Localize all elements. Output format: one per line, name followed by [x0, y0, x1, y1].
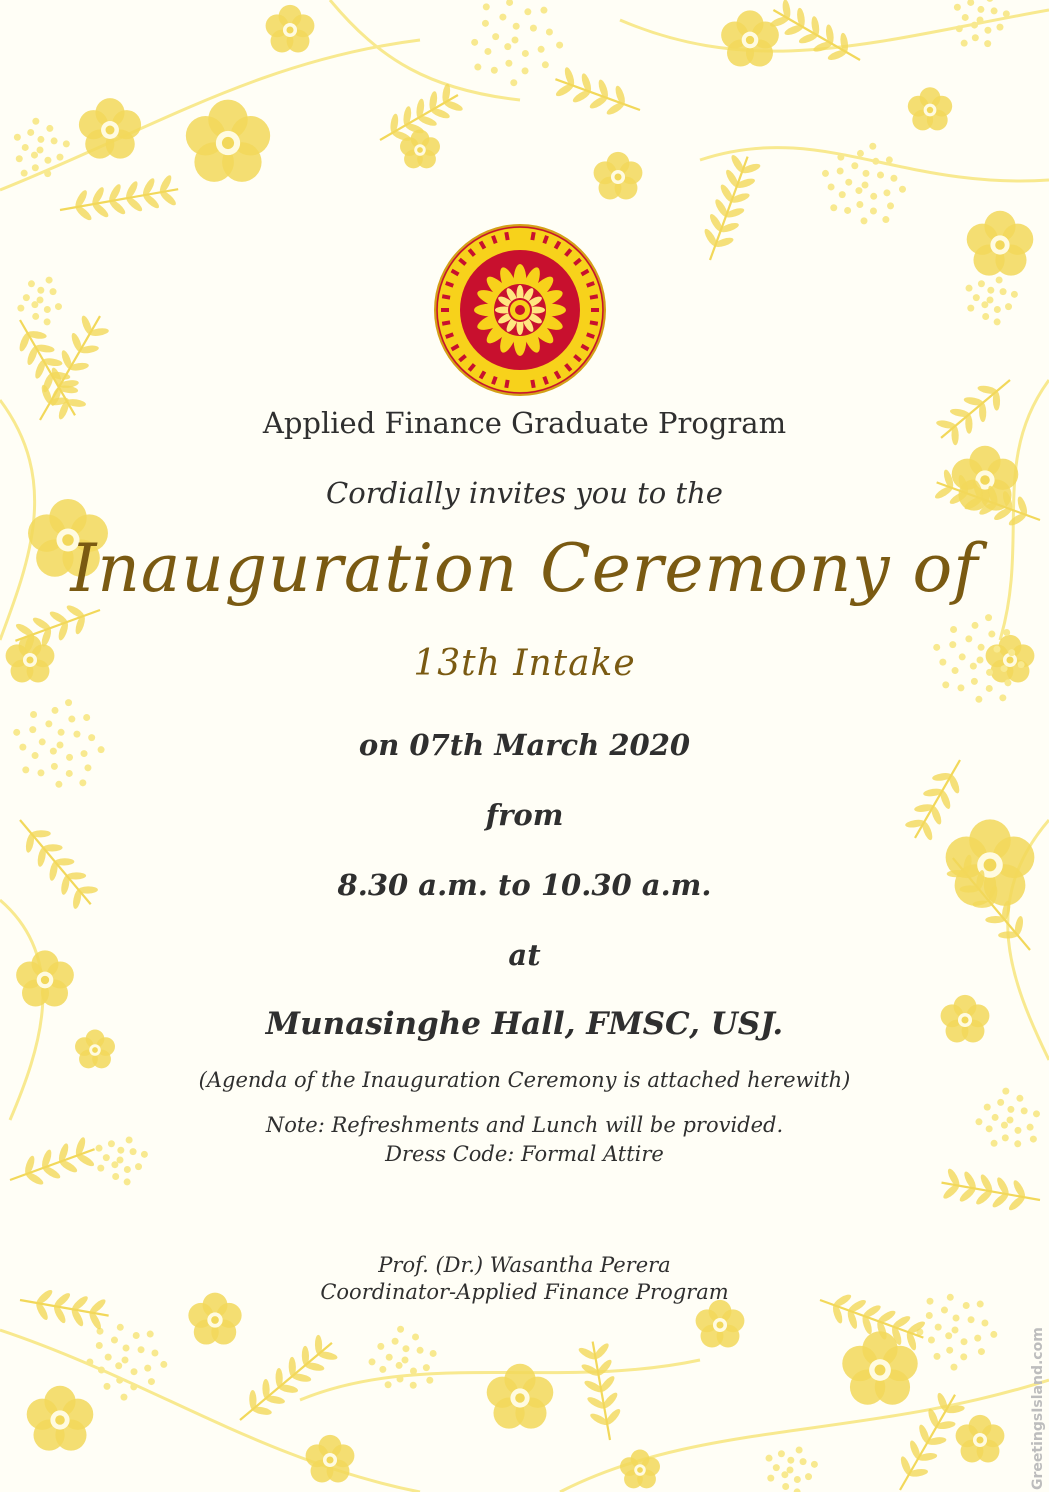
- berry-dot: [981, 1320, 988, 1327]
- berry-dot: [996, 24, 1003, 31]
- berry-dot: [767, 1475, 774, 1482]
- berry-dot: [379, 1366, 386, 1373]
- berry-dot: [491, 67, 498, 74]
- berry-dot: [402, 1345, 409, 1352]
- berry-dot: [946, 1347, 953, 1354]
- berry-dot: [104, 1383, 111, 1390]
- event-date: on 07th March 2020: [358, 728, 691, 762]
- berry-dot: [151, 1350, 158, 1357]
- berry-dot: [32, 118, 39, 125]
- berry-dot: [782, 1483, 789, 1490]
- berry-dot: [111, 1337, 118, 1344]
- flower-center-dot: [995, 240, 1005, 250]
- watermark: GreetingsIsland.com: [1030, 1327, 1046, 1490]
- berry-dot: [996, 277, 1003, 284]
- berry-dot: [965, 635, 972, 642]
- flower-center-dot: [614, 173, 621, 180]
- flower-center-dot: [326, 1456, 333, 1463]
- sprig-leaf: [605, 100, 626, 117]
- berry-dot: [117, 1324, 124, 1331]
- berry-dot: [21, 170, 28, 177]
- berry-dot: [787, 1457, 794, 1464]
- berry-dot: [1016, 1095, 1023, 1102]
- berry-dot: [972, 34, 979, 41]
- berry-dot: [397, 1326, 404, 1333]
- berry-dot: [887, 202, 894, 209]
- sprig-leaf: [718, 183, 735, 204]
- berry-dot: [957, 684, 964, 691]
- berry-dot: [385, 1381, 392, 1388]
- berry-dot: [556, 42, 563, 49]
- berry-dot: [37, 147, 44, 154]
- berry-dot: [423, 1364, 430, 1371]
- flower-center-dot: [222, 137, 234, 149]
- sprig-leaf: [724, 168, 741, 189]
- berry-dot: [977, 6, 984, 13]
- berry-dot: [542, 61, 549, 68]
- berry-dot: [482, 20, 489, 27]
- berry-dot: [530, 25, 537, 32]
- berry-dot: [55, 303, 62, 310]
- berry-dot: [872, 158, 879, 165]
- berry-dot: [14, 134, 21, 141]
- berry-dot: [990, 1331, 997, 1338]
- berry-dot: [805, 1473, 812, 1480]
- flower-center-dot: [417, 147, 423, 153]
- university-seal-logo: [432, 222, 608, 398]
- berry-dot: [56, 154, 63, 161]
- berry-dot: [862, 170, 869, 177]
- berry-dot: [28, 280, 35, 287]
- event-time: 8.30 a.m. to 10.30 a.m.: [337, 868, 712, 902]
- berry-dot: [513, 23, 520, 30]
- berry-dot: [883, 189, 890, 196]
- berry-dot: [953, 1314, 960, 1321]
- berry-dot: [506, 0, 513, 6]
- berry-dot: [504, 43, 511, 50]
- berry-dot: [386, 1354, 393, 1361]
- berry-dot: [851, 162, 858, 169]
- berry-dot: [16, 155, 23, 162]
- berry-dot: [396, 1362, 403, 1369]
- berry-dot: [794, 1488, 801, 1492]
- berry-dot: [945, 1332, 952, 1339]
- berry-dot: [934, 1353, 941, 1360]
- berry-dot: [98, 1366, 105, 1373]
- berry-dot: [546, 28, 553, 35]
- berry-dot: [51, 137, 58, 144]
- sprig-leaf: [54, 858, 74, 866]
- berry-dot: [410, 1367, 417, 1374]
- berry-dot: [22, 766, 29, 773]
- berry-dot: [781, 1471, 788, 1478]
- berry-dot: [44, 306, 51, 313]
- berry-dot: [31, 301, 38, 308]
- berry-dot: [978, 1348, 985, 1355]
- berry-dot: [1007, 1106, 1014, 1113]
- berry-dot: [967, 305, 974, 312]
- intake-label: 13th Intake: [413, 643, 636, 684]
- berry-dot: [96, 1342, 103, 1349]
- berry-dot: [138, 1346, 145, 1353]
- berry-dot: [120, 1394, 127, 1401]
- berry-dot: [123, 1344, 130, 1351]
- signatory-name: Prof. (Dr.) Wasantha Perera: [378, 1253, 671, 1277]
- berry-dot: [131, 1368, 138, 1375]
- berry-dot: [828, 183, 835, 190]
- berry-dot: [499, 14, 506, 21]
- berry-dot: [1003, 10, 1010, 17]
- berry-dot: [1003, 629, 1010, 636]
- berry-dot: [839, 191, 846, 198]
- berry-dot: [27, 129, 34, 136]
- berry-dot: [877, 172, 884, 179]
- berry-dot: [973, 294, 980, 301]
- berry-dot: [22, 144, 29, 151]
- berry-dot: [505, 60, 512, 67]
- berry-dot: [899, 186, 906, 193]
- berry-dot: [83, 714, 90, 721]
- berry-dot: [122, 1357, 129, 1364]
- sprig-leaf: [708, 212, 725, 233]
- seal-ring-glyph: [591, 308, 599, 312]
- berry-dot: [950, 1364, 957, 1371]
- flower-center-dot: [927, 107, 933, 113]
- berry-dot: [471, 39, 478, 46]
- berry-dot: [974, 1335, 981, 1342]
- sprig-leaf: [588, 94, 609, 111]
- seal-ring-glyph: [441, 308, 449, 312]
- berry-dot: [484, 48, 491, 55]
- flower-center-dot: [55, 1415, 65, 1425]
- berry-dot: [975, 696, 982, 703]
- berry-dot: [144, 1365, 151, 1372]
- berry-dot: [890, 175, 897, 182]
- berry-dot: [483, 3, 490, 10]
- refreshments-note: Note: Refreshments and Lunch will be provided.: [265, 1113, 784, 1137]
- berry-dot: [773, 1464, 780, 1471]
- berry-dot: [1011, 291, 1018, 298]
- berry-dot: [46, 125, 53, 132]
- berry-dot: [870, 207, 877, 214]
- berry-dot: [1005, 303, 1012, 310]
- sprig-leaf: [702, 227, 719, 248]
- sprig-leaf: [571, 88, 592, 105]
- flower-center-dot: [976, 1436, 983, 1443]
- berry-dot: [984, 1104, 991, 1111]
- berry-dot: [37, 769, 44, 776]
- flower-center-dot: [716, 1321, 723, 1328]
- berry-dot: [66, 770, 73, 777]
- berry-dot: [52, 707, 59, 714]
- at-label: at: [508, 938, 541, 972]
- berry-dot: [961, 40, 968, 47]
- berry-dot: [796, 1447, 803, 1454]
- berry-dot: [510, 79, 517, 86]
- berry-dot: [994, 306, 1001, 313]
- berry-dot: [492, 33, 499, 40]
- berry-dot: [857, 150, 864, 157]
- berry-dot: [952, 1327, 959, 1334]
- berry-dot: [935, 1324, 942, 1331]
- berry-dot: [997, 1099, 1004, 1106]
- berry-dot: [115, 1362, 122, 1369]
- sprig-leaf: [262, 1379, 270, 1399]
- berry-dot: [966, 285, 973, 292]
- sprig-leaf: [1007, 511, 1028, 528]
- berry-dot: [941, 1307, 948, 1314]
- flower-center-dot: [106, 126, 115, 135]
- sprig-leaf: [713, 198, 730, 219]
- berry-dot: [837, 154, 844, 161]
- sprig-leaf: [275, 1368, 283, 1388]
- from-label: from: [485, 798, 564, 832]
- berry-dot: [44, 318, 51, 325]
- berry-dot: [886, 156, 893, 163]
- berry-dot: [23, 294, 30, 301]
- berry-dot: [954, 4, 961, 11]
- sprig-leaf: [862, 1303, 883, 1320]
- berry-dot: [32, 313, 39, 320]
- seal-hub-dot: [515, 305, 525, 315]
- berry-dot: [412, 1333, 419, 1340]
- berry-dot: [986, 0, 993, 2]
- flower-center-dot: [515, 1393, 525, 1403]
- berry-dot: [68, 716, 75, 723]
- berry-dot: [956, 25, 963, 32]
- berry-dot: [870, 193, 877, 200]
- berry-dot: [855, 187, 862, 194]
- berry-dot: [124, 1178, 131, 1185]
- berry-dot: [524, 8, 531, 15]
- sprig-leaf: [302, 1346, 310, 1366]
- sprig-leaf: [906, 1319, 927, 1336]
- berry-dot: [988, 631, 995, 638]
- berry-dot: [999, 694, 1006, 701]
- university-seal-icon: [432, 222, 608, 398]
- berry-dot: [794, 1476, 801, 1483]
- sprig-leaf: [985, 916, 1005, 924]
- berry-dot: [522, 67, 529, 74]
- flower-center-dot: [41, 976, 49, 984]
- berry-dot: [17, 305, 24, 312]
- berry-dot: [830, 204, 837, 211]
- berry-dot: [147, 1331, 154, 1338]
- berry-dot: [402, 1357, 409, 1364]
- berry-dot: [44, 157, 51, 164]
- berry-dot: [46, 277, 53, 284]
- berry-dot: [994, 318, 1001, 325]
- sprig-leaf: [876, 1308, 897, 1325]
- berry-dot: [31, 152, 38, 159]
- berry-dot: [369, 1358, 376, 1365]
- berry-dot: [392, 1338, 399, 1345]
- berry-dot: [44, 170, 51, 177]
- berry-dot: [540, 7, 547, 14]
- berry-dot: [968, 1316, 975, 1323]
- berry-dot: [981, 301, 988, 308]
- berry-dot: [86, 1359, 93, 1366]
- berry-dot: [987, 287, 994, 294]
- berry-dot: [1000, 288, 1007, 295]
- berry-dot: [30, 711, 37, 718]
- berry-dot: [869, 143, 876, 150]
- sprig-leaf: [74, 614, 87, 635]
- berry-dot: [778, 1450, 785, 1457]
- sprig-leaf: [554, 82, 575, 99]
- berry-dot: [967, 0, 974, 6]
- sprig-leaf: [42, 844, 62, 852]
- berry-dot: [961, 1338, 968, 1345]
- flower-center-dot: [286, 26, 293, 33]
- sprig-leaf: [315, 1335, 323, 1355]
- program-name: Applied Finance Graduate Program: [262, 406, 787, 440]
- berry-dot: [410, 1382, 417, 1389]
- berry-dot: [837, 167, 844, 174]
- berry-dot: [978, 280, 985, 287]
- agenda-note: (Agenda of the Inauguration Ceremony is attached herewith): [198, 1068, 851, 1092]
- signatory-title: Coordinator-Applied Finance Program: [320, 1280, 729, 1304]
- berry-dot: [32, 164, 39, 171]
- berry-dot: [984, 27, 991, 34]
- berry-dot: [474, 64, 481, 71]
- berry-dot: [972, 622, 979, 629]
- berry-dot: [51, 763, 58, 770]
- berry-dot: [522, 50, 529, 57]
- berry-dot: [397, 1375, 404, 1382]
- berry-dot: [882, 216, 889, 223]
- berry-dot: [984, 40, 991, 47]
- berry-dot: [844, 207, 851, 214]
- flower-center-dot: [92, 1047, 98, 1053]
- berry-dot: [84, 764, 91, 771]
- berry-dot: [112, 1173, 119, 1180]
- berry-dot: [160, 1361, 167, 1368]
- berry-dot: [512, 37, 519, 44]
- berry-dot: [986, 685, 993, 692]
- berry-dot: [417, 1347, 424, 1354]
- berry-dot: [130, 1383, 137, 1390]
- berry-dot: [960, 1353, 967, 1360]
- berry-dot: [856, 201, 863, 208]
- sprig-leaf: [57, 620, 70, 641]
- berry-dot: [148, 1378, 155, 1385]
- flower-center-dot: [211, 1316, 219, 1324]
- berry-dot: [116, 1377, 123, 1384]
- berry-dot: [430, 1350, 437, 1357]
- berry-dot: [124, 1166, 131, 1173]
- berry-dot: [377, 1343, 384, 1350]
- berry-dot: [991, 7, 998, 14]
- sprig-leaf: [891, 1314, 912, 1331]
- event-title: Inauguration Ceremony of: [70, 530, 979, 607]
- berry-dot: [950, 626, 957, 633]
- berry-dot: [426, 1377, 433, 1384]
- invitation-line: Cordially invites you to the: [326, 476, 723, 510]
- berry-dot: [538, 46, 545, 53]
- berry-dot: [800, 1458, 807, 1465]
- berry-dot: [962, 14, 969, 21]
- sprig-leaf: [249, 1390, 257, 1410]
- berry-dot: [985, 614, 992, 621]
- berry-dot: [133, 1332, 140, 1339]
- berry-dot: [982, 313, 989, 320]
- berry-dot: [766, 1455, 773, 1462]
- flower-center-dot: [875, 1365, 886, 1376]
- berry-dot: [971, 22, 978, 29]
- dress-code: Dress Code: Formal Attire: [385, 1142, 664, 1166]
- flower-center-dot: [746, 36, 754, 44]
- berry-dot: [977, 17, 984, 24]
- berry-dot: [79, 779, 86, 786]
- berry-dot: [63, 140, 70, 147]
- sprig-leaf: [729, 153, 746, 174]
- berry-dot: [928, 1336, 935, 1343]
- berry-dot: [37, 136, 44, 143]
- flower-center-dot: [637, 1467, 643, 1473]
- venue: Munasinghe Hall, FMSC, USJ.: [265, 1006, 784, 1042]
- berry-dot: [50, 288, 57, 295]
- berry-dot: [811, 1461, 818, 1468]
- sprig-leaf: [288, 1357, 296, 1377]
- berry-dot: [45, 720, 52, 727]
- berry-dot: [926, 1312, 933, 1319]
- berry-dot: [37, 287, 44, 294]
- berry-dot: [65, 699, 72, 706]
- berry-dot: [105, 1354, 112, 1361]
- berry-dot: [845, 179, 852, 186]
- berry-dot: [862, 182, 869, 189]
- berry-dot: [55, 781, 62, 788]
- berry-dot: [860, 217, 867, 224]
- berry-dot: [822, 170, 829, 177]
